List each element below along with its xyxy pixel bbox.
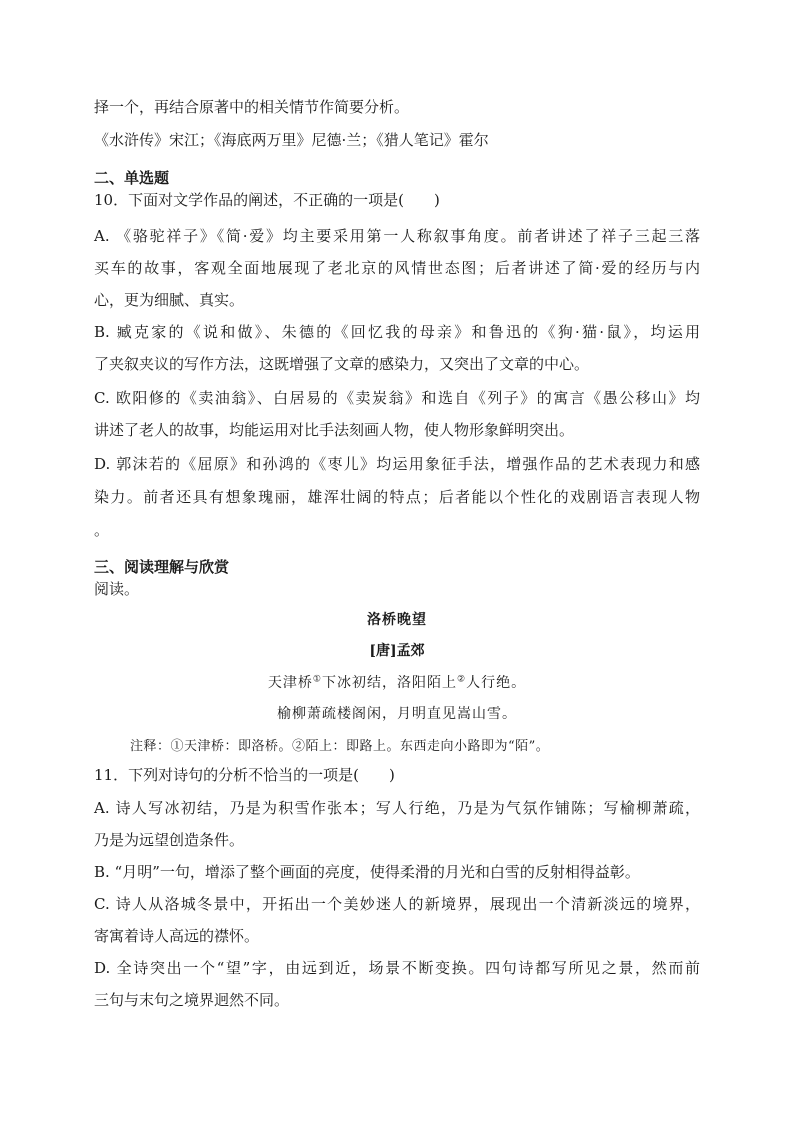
footnote-marker-1: ① [312,674,322,685]
q11-option-d-line1: D. 全诗突出一个“望”字，由远到近，场景不断变换。四句诗都写所见之景，然而前 [94,959,700,977]
q11-option-d-line2: 三句与末句之境界迥然不同。 [94,991,290,1009]
q11-option-a-line2: 乃是为远望创造条件。 [94,831,245,849]
q10-option-b-line2: 了夹叙夹议的写作方法，这既增强了文章的感染力，又突出了文章的中心。 [94,355,590,373]
q10-option-a-line3: 心，更为细腻、真实。 [94,291,245,309]
q10-option-d-line2: 染力。前者还具有想象瑰丽，雄浑壮阔的特点；后者能以个性化的戏剧语言表现人物 [94,488,700,506]
q10-option-c-line2: 讲述了老人的故事，均能运用对比手法刻画人物，使人物形象鲜明突出。 [94,421,575,439]
q10-option-d-line1: D. 郭沫若的《屈原》和孙鸿的《枣儿》均运用象征手法，增强作品的艺术表现力和感 [94,455,700,473]
q10-option-a-line2: 买车的故事，客观全面地展现了老北京的风情世态图；后者讲述了简·爱的经历与内 [94,259,700,277]
q11-stem: 11．下列对诗句的分析不恰当的一项是( ) [94,766,395,784]
q11-option-b-line1: B. “月明”一句，增添了整个画面的亮度，使得柔滑的月光和白雪的反射相得益彰。 [94,863,640,881]
q10-stem: 10．下面对文学作品的阐述，不正确的一项是( ) [94,191,440,209]
poem-line-1-part-b: 下冰初结，洛阳陌上 [322,675,457,691]
q9-prompt-line: 择一个，再结合原著中的相关情节作简要分析。 [94,98,410,116]
q10-option-c-line1: C. 欧阳修的《卖油翁》、白居易的《卖炭翁》和选自《列子》的寓言《愚公移山》均 [94,389,700,407]
section-title-single-choice: 二、单选题 [94,169,170,187]
q11-option-a-line1: A. 诗人写冰初结，乃是为积雪作张本；写人行绝，乃是为气氛作铺陈；写榆柳萧疏， [94,799,700,817]
poem-annotation: 注释：①天津桥：即洛桥。②陌上：即路上。东西走向小路即为“陌”。 [130,739,550,754]
section-title-reading: 三、阅读理解与欣赏 [94,558,230,576]
poem-line-1-part-c: 人行绝。 [466,675,527,691]
footnote-marker-2: ② [457,674,467,685]
poem-author: [唐]孟郊 [369,643,425,659]
q11-option-c-line1: C. 诗人从洛城冬景中，开拓出一个美妙迷人的新境界，展现出一个清新淡远的境界， [94,895,700,913]
poem-line-2: 榆柳萧疏楼阁闲，月明直见嵩山雪。 [277,706,517,722]
q10-option-d-line3: 。 [94,521,110,539]
poem-line-1-part-a: 天津桥 [267,675,313,691]
q9-options-line: 《水浒传》宋江；《海底两万里》尼德·兰；《猎人笔记》霍尔 [94,131,489,149]
q10-option-b-line1: B. 臧克家的《说和做》、朱德的《回忆我的母亲》和鲁迅的《狗·猫·鼠》，均运用 [94,323,700,341]
poem-title: 洛桥晚望 [367,612,427,628]
q11-option-c-line2: 寄寓着诗人高远的襟怀。 [94,927,260,945]
reading-intro: 阅读。 [94,580,140,598]
poem-line-1 [0,673,794,693]
q10-option-a-line1: A. 《骆驼祥子》《简·爱》均主要采用第一人称叙事角度。前者讲述了祥子三起三落 [94,227,700,245]
